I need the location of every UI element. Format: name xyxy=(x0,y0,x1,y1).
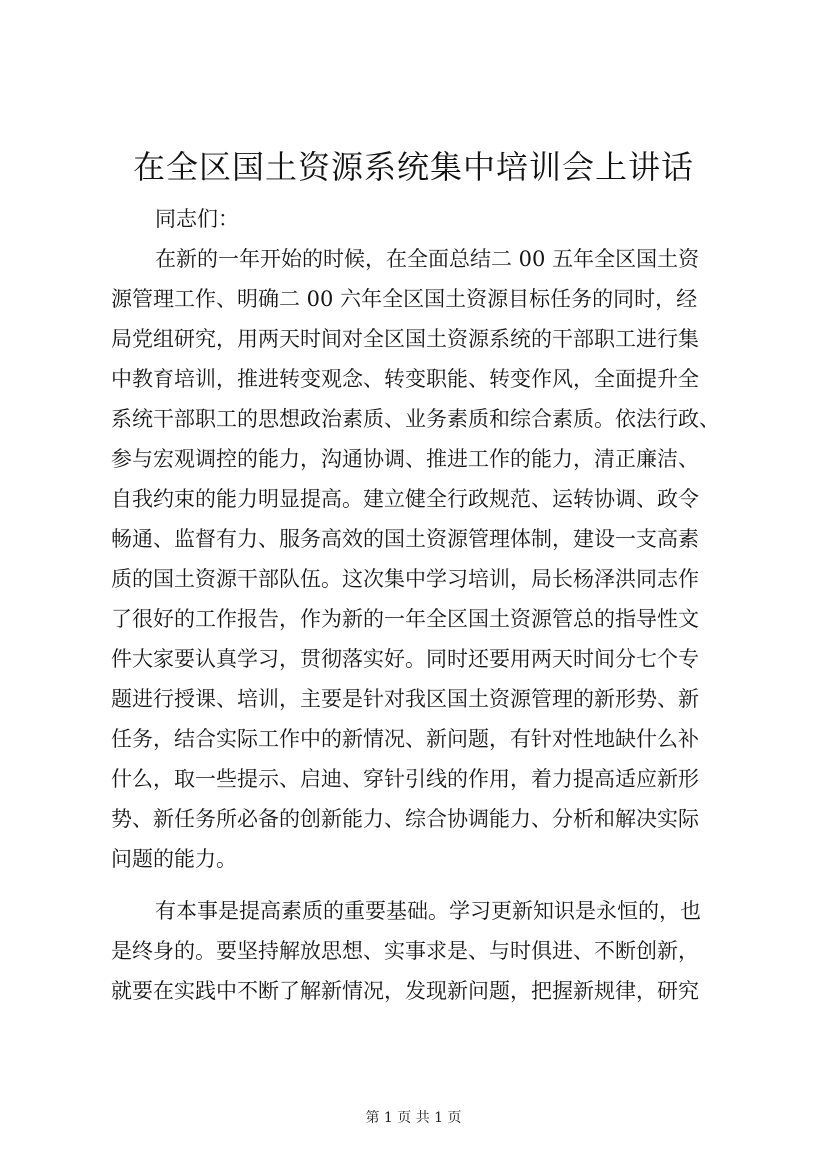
paragraph-line: 问题的能力。 xyxy=(111,847,237,871)
paragraph-line: 畅通、监督有力、服务高效的国土资源管理体制，建设一支高素 xyxy=(111,527,699,551)
paragraph-line: 自我约束的能力明显提高。建立健全行政规范、运转协调、政令 xyxy=(111,487,699,511)
paragraph-line: 势、新任务所必备的创新能力、综合协调能力、分析和解决实际 xyxy=(111,807,699,831)
paragraph-line: 中教育培训，推进转变观念、转变职能、转变作风，全面提升全 xyxy=(111,367,699,391)
paragraph-line: 是终身的。要坚持解放思想、实事求是、与时俱进、不断创新， xyxy=(111,939,699,963)
paragraph-line: 题进行授课、培训，主要是针对我区国土资源管理的新形势、新 xyxy=(111,687,699,711)
salutation: 同志们： xyxy=(155,207,239,231)
paragraph-line: 任务，结合实际工作中的新情况、新问题，有针对性地缺什么补 xyxy=(111,727,699,751)
paragraph-line: 源管理工作、明确二 00 六年全区国土资源目标任务的同时，经 xyxy=(111,287,698,311)
paragraph-2 xyxy=(111,891,731,1011)
paragraph-line: 系统干部职工的思想政治素质、业务素质和综合素质。依法行政、 xyxy=(111,407,720,431)
paragraph-line: 在新的一年开始的时候，在全面总结二 00 五年全区国土资 xyxy=(155,247,700,271)
paragraph-line: 参与宏观调控的能力，沟通协调、推进工作的能力，清正廉洁、 xyxy=(111,447,699,471)
paragraph-line: 件大家要认真学习，贯彻落实好。同时还要用两天时间分七个专 xyxy=(111,647,699,671)
paragraph-1 xyxy=(111,239,731,879)
paragraph-line: 质的国土资源干部队伍。这次集中学习培训，局长杨泽洪同志作 xyxy=(111,567,699,591)
paragraph-line: 局党组研究，用两天时间对全区国土资源系统的干部职工进行集 xyxy=(111,327,699,351)
paragraph-line: 什么，取一些提示、启迪、穿针引线的作用，着力提高适应新形 xyxy=(111,767,699,791)
paragraph-spacing xyxy=(111,879,731,891)
document-body xyxy=(111,199,731,1011)
paragraph-line: 了很好的工作报告，作为新的一年全区国土资源管总的指导性文 xyxy=(111,607,699,631)
document-title: 在全区国土资源系统集中培训会上讲话 xyxy=(132,148,694,186)
paragraph-line: 就要在实践中不断了解新情况，发现新问题，把握新规律，研究 xyxy=(111,979,699,1003)
page-footer: 第 1 页 共 1 页 xyxy=(365,1110,462,1126)
paragraph-line: 有本事是提高素质的重要基础。学习更新知识是永恒的，也 xyxy=(155,899,701,923)
